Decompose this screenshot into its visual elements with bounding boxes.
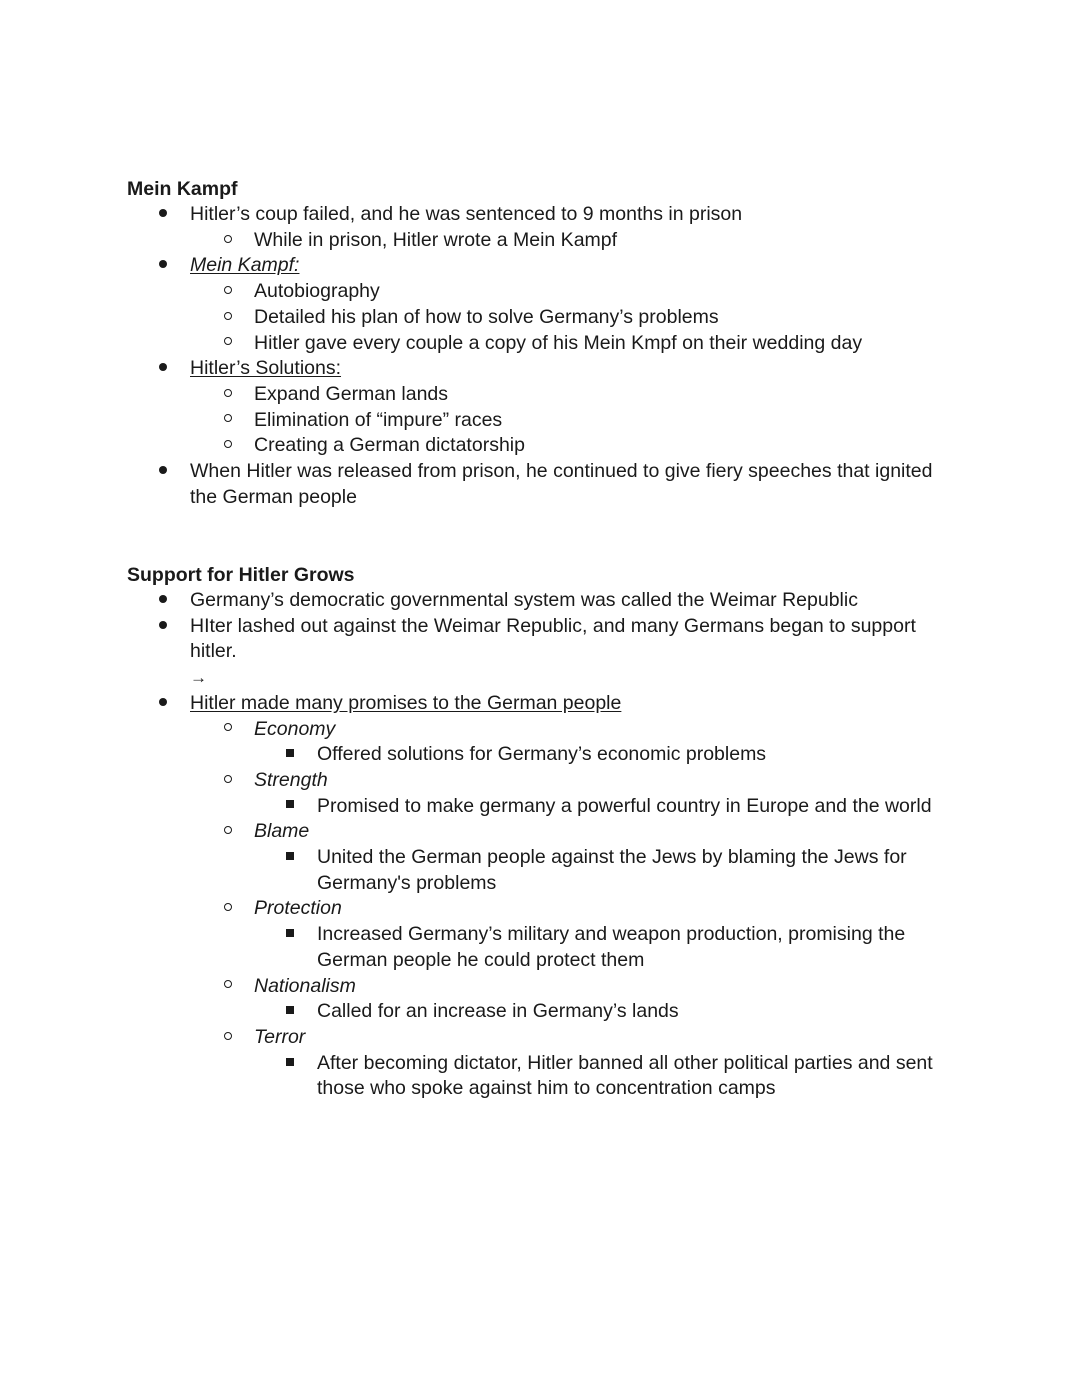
sub-bullet-item — [127, 819, 947, 845]
bullet-square-icon — [280, 845, 300, 871]
sub-sub-bullet-item — [127, 742, 947, 768]
bullet-circle-icon — [218, 433, 238, 459]
bullet-circle-icon — [218, 408, 238, 434]
sub-bullet-item — [127, 331, 947, 357]
bullet-item — [127, 459, 947, 510]
sub-bullet-item — [127, 408, 947, 434]
sub-bullet-item — [127, 382, 947, 408]
sub-bullet-text: Nationalism — [254, 974, 356, 997]
bullet-circle-icon — [218, 305, 238, 331]
bullet-item — [127, 202, 947, 228]
bullet-item — [127, 588, 947, 614]
sub-bullet-item — [127, 433, 947, 459]
sub-sub-bullet-item — [127, 845, 927, 896]
sub-sub-bullet-text: Offered solutions for Germany’s economic problems — [317, 743, 767, 766]
bullet-square-icon — [280, 794, 300, 820]
bullet-text: HIter lashed out against the Weimar Republic, and many Germans began to support hitler. — [190, 614, 916, 663]
section-heading: Support for Hitler Grows — [127, 564, 355, 586]
bullet-dot-icon — [153, 588, 173, 614]
bullet-item — [127, 691, 947, 717]
bullet-dot-icon — [153, 614, 173, 640]
sub-bullet-text: Strength — [254, 768, 328, 791]
sub-bullet-text: Protection — [254, 897, 342, 920]
section-support-for-hitler — [127, 562, 947, 1102]
bullet-text: Hitler made many promises to the German people — [190, 691, 622, 714]
bullet-square-icon — [280, 1051, 300, 1077]
sub-bullet-text: Blame — [254, 820, 310, 843]
sub-sub-bullet-text: Called for an increase in Germany’s lands — [317, 1000, 679, 1023]
bullet-dot-icon — [153, 691, 173, 717]
sub-bullet-item — [127, 1025, 947, 1051]
sub-bullet-item — [127, 974, 947, 1000]
sub-bullet-text: Autobiography — [254, 280, 380, 303]
bullet-circle-icon — [218, 228, 238, 254]
bullet-square-icon — [280, 742, 300, 768]
sub-bullet-text: Economy — [254, 717, 336, 740]
section-mein-kampf — [127, 176, 947, 510]
sub-sub-bullet-text: Promised to make germany a powerful country in Europe and the world — [317, 794, 932, 817]
sub-bullet-item — [127, 279, 947, 305]
sub-sub-bullet-item — [127, 922, 917, 973]
bullet-dot-icon — [153, 356, 173, 382]
bullet-circle-icon — [218, 717, 238, 743]
arrow-icon: → — [190, 668, 207, 688]
bullet-item — [127, 253, 947, 279]
bullet-text: Mein Kampf: — [190, 254, 300, 277]
sub-bullet-item — [127, 896, 947, 922]
section-heading: Mein Kampf — [127, 178, 238, 200]
sub-bullet-text: Hitler gave every couple a copy of his Mein Kmpf on their wedding day — [254, 331, 863, 354]
bullet-circle-icon — [218, 768, 238, 794]
sub-bullet-item — [127, 768, 947, 794]
sub-bullet-text: Terror — [254, 1025, 306, 1048]
bullet-item — [127, 614, 925, 665]
bullet-circle-icon — [218, 896, 238, 922]
bullet-circle-icon — [218, 819, 238, 845]
bullet-text: When Hitler was released from prison, he continued to give fiery speeches that ignited the German people — [190, 460, 933, 508]
sub-bullet-item — [127, 717, 947, 743]
bullet-square-icon — [280, 999, 300, 1025]
sub-bullet-text: Creating a German dictatorship — [254, 434, 525, 457]
sub-bullet-item — [127, 305, 947, 331]
bullet-text: Hitler’s Solutions: — [190, 357, 342, 380]
sub-bullet-text: While in prison, Hitler wrote a Mein Kampf — [254, 228, 618, 251]
sub-bullet-text: Detailed his plan of how to solve Germany’s problems — [254, 305, 719, 328]
sub-sub-bullet-item — [127, 1051, 942, 1102]
sub-sub-bullet-item — [127, 794, 947, 820]
sub-bullet-text: Elimination of “impure” races — [254, 408, 503, 431]
bullet-circle-icon — [218, 279, 238, 305]
sub-bullet-text: Expand German lands — [254, 382, 449, 405]
bullet-text: Germany’s democratic governmental system was called the Weimar Republic — [190, 589, 858, 611]
bullet-dot-icon — [153, 202, 173, 228]
bullet-dot-icon — [153, 253, 173, 279]
bullet-circle-icon — [218, 1025, 238, 1051]
bullet-circle-icon — [218, 382, 238, 408]
sub-sub-bullet-item — [127, 999, 947, 1025]
bullet-text: Hitler’s coup failed, and he was sentenced to 9 months in prison — [190, 203, 743, 225]
bullet-item — [127, 356, 947, 382]
sub-sub-bullet-text: After becoming dictator, Hitler banned all other political parties and sent those who spoke against him to concentration camps — [317, 1051, 933, 1100]
sub-bullet-item — [127, 228, 947, 254]
bullet-dot-icon — [153, 459, 173, 485]
bullet-circle-icon — [218, 974, 238, 1000]
bullet-square-icon — [280, 922, 300, 948]
sub-sub-bullet-text: Increased Germany’s military and weapon production, promising the German people he could protect them — [317, 923, 906, 971]
sub-sub-bullet-text: United the German people against the Jews by blaming the Jews for Germany's problems — [317, 846, 907, 894]
bullet-circle-icon — [218, 331, 238, 357]
